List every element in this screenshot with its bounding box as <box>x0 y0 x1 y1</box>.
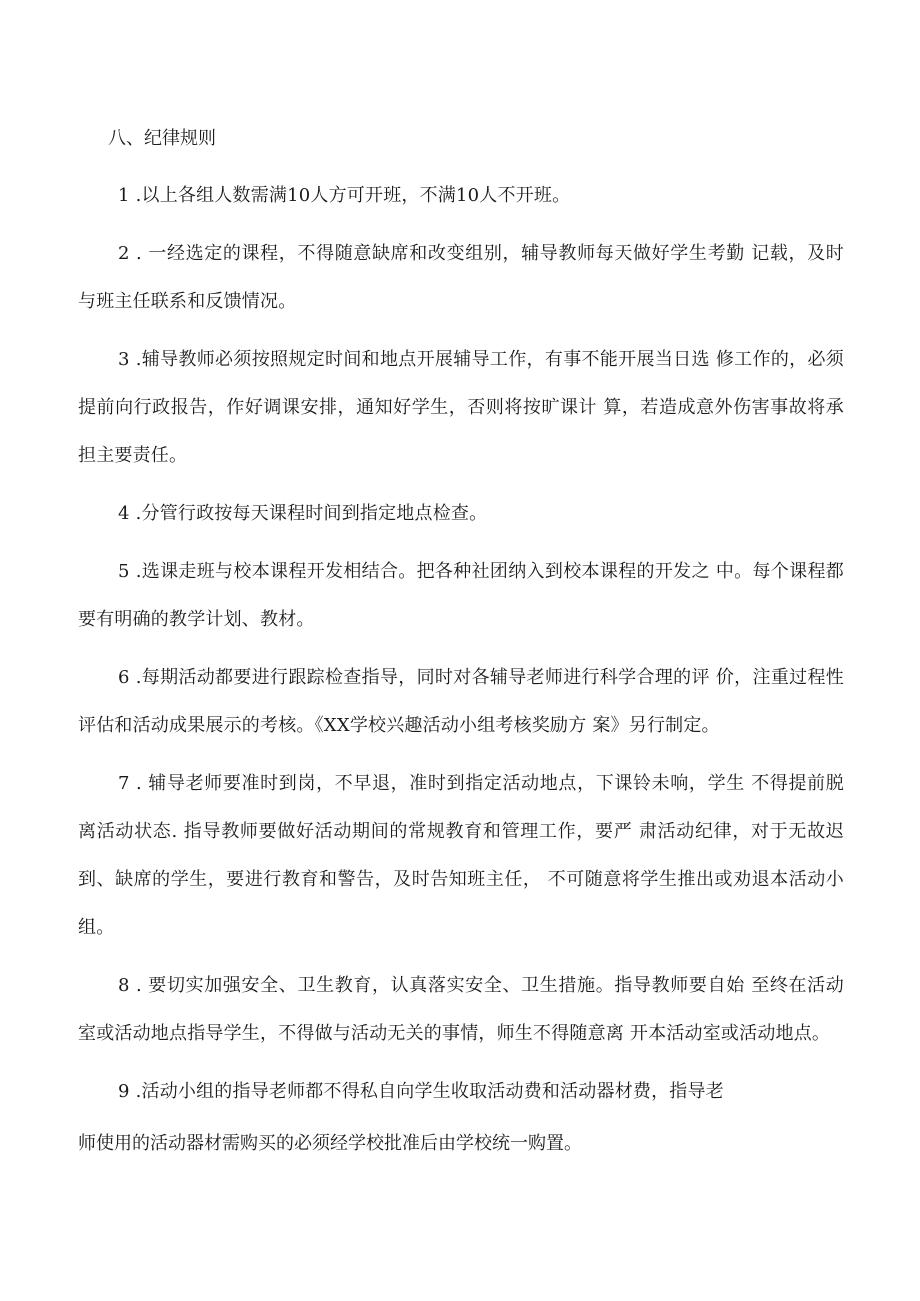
document-page <box>78 122 844 1164</box>
rule-5: 5 .选课走班与校本课程开发相结合。把各种社团纳入到校本课程的开发之 中。每个课程都要有明确的教学计划、教材。 <box>78 561 844 630</box>
section-heading: 八、纪律规则 <box>108 128 216 149</box>
rule-8: 8 . 要切实加强安全、卫生教育，认真落实安全、卫生措施。指导教师要自始 至终在活动室或活动地点指导学生，不得做与活动无关的事情，师生不得随意离 开本活动室或活动地点。 <box>78 975 844 1044</box>
rule-7: 7 . 辅导老师要准时到岗，不早退，准时到指定活动地点，下课铃未响，学生 不得提前脱离活动状态. 指导教师要做好活动期间的常规教育和管理工作，要严 肃活动纪律，对于无故迟到、缺席的学生，要进行教育和警告，及时告知班主任， 不可随意将学生推出或劝退本活动小组。 <box>78 773 844 938</box>
rule-1: 1 .以上各组人数需满10人方可开班，不满10人不开班。 <box>118 185 571 206</box>
rule-3: 3 .辅导教师必须按照规定时间和地点开展辅导工作，有事不能开展当日选 修工作的，必须提前向行政报告，作好调课安排，通知好学生，否则将按旷课计 算，若造成意外伤害事故将承担主要责任。 <box>78 349 844 466</box>
rule-9: 9 .活动小组的指导老师都不得私自向学生收取活动费和活动器材费，指导老 <box>118 1081 724 1102</box>
rule-4: 4 .分管行政按每天课程时间到指定地点检查。 <box>118 503 488 524</box>
rule-2: 2 . 一经选定的课程，不得随意缺席和改变组别，辅导教师每天做好学生考勤 记载，及时与班主任联系和反馈情况。 <box>78 243 844 312</box>
rule-9-continuation: 师使用的活动器材需购买的必须经学校批准后由学校统一购置。 <box>78 1133 582 1154</box>
rule-6: 6 .每期活动都要进行跟踪检查指导，同时对各辅导老师进行科学合理的评 价，注重过程性评估和活动成果展示的考核。《XX学校兴趣活动小组考核奖励方 案》另行制定。 <box>78 667 844 736</box>
